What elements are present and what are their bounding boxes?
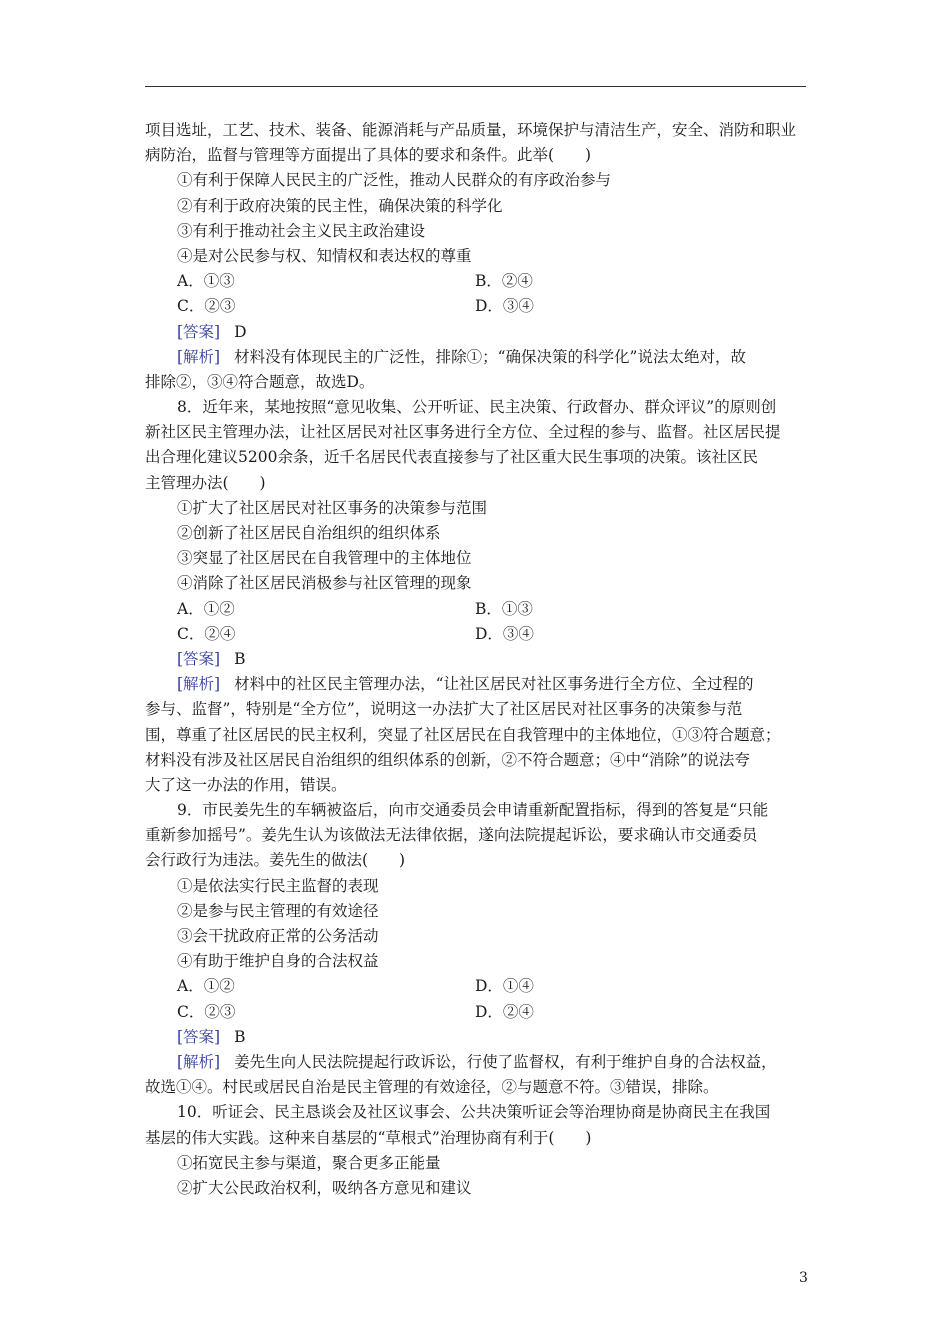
answer-line [145,320,806,345]
analysis-line [145,1050,806,1075]
question-text: 病防治，监督与管理等方面提出了具体的要求和条件。此举( ) [145,146,592,165]
question-text: 项目选址，工艺、技术、装备、能源消耗与产品质量，环境保护与清洁生产，安全、消防和职业 [145,121,797,139]
analysis-tag: [解析] [177,675,221,694]
answer-line [145,1025,806,1050]
option-c: C．②④ [177,624,236,643]
statement-1: ①扩大了社区居民对社区事务的决策参与范围 [177,498,488,517]
header-rule [145,86,806,87]
option-a: A．①② [177,599,235,618]
option-b: B．②④ [475,272,533,291]
answer-value: B [234,1027,246,1046]
analysis-text: 排除②，③④符合题意，故选D。 [145,372,375,391]
analysis-text: 材料没有体现民主的广泛性，排除①；“确保决策的科学化”说法太绝对，故 [234,347,746,366]
statement-4: ④消除了社区居民消极参与社区管理的现象 [177,574,472,593]
option-d: D．①④ [475,977,534,996]
option-a: A．①③ [177,272,235,291]
statement-2: ②是参与民主管理的有效途径 [177,901,379,920]
statement-1: ①是依法实行民主监督的表现 [177,876,379,895]
question-8: 8．近年来，某地按照“意见收集、公开听证、民主决策、行政督办、群众评议”的原则创 [177,398,777,417]
question-9: 9．市民姜先生的车辆被盗后，向市交通委员会申请重新配置指标，得到的答复是“只能 [177,801,769,820]
statement-3: ③突显了社区居民在自我管理中的主体地位 [177,549,472,568]
option-d: D．③④ [475,624,534,643]
options-row [145,622,806,647]
analysis-text: 围，尊重了社区居民的民主权利，突显了社区居民在自我管理中的主体地位，①③符合题意； [145,725,781,744]
option-d: D．②④ [475,1002,534,1021]
options-row [145,269,806,294]
statement-2: ②有利于政府决策的民主性，确保决策的科学化 [177,196,503,215]
question-text: 新社区民主管理办法，让社区居民对社区事务进行全方位、全过程的参与、监督。社区居民提 [145,423,781,442]
options-row [145,294,806,319]
analysis-text: 材料中的社区民主管理办法，“让社区居民对社区事务进行全方位、全过程的 [234,675,754,694]
analysis-line [145,345,806,370]
analysis-line [145,672,806,697]
options-row [145,974,806,999]
option-b: B．①③ [475,599,533,618]
analysis-text: 姜先生向人民法院提起行政诉讼，行使了监督权，有利于维护自身的合法权益， [234,1052,777,1071]
analysis-tag: [解析] [177,347,221,366]
option-c: C．②③ [177,1002,236,1021]
question-text: 基层的伟大实践。这种来自基层的“草根式”治理协商有利于( ) [145,1128,592,1147]
question-text: 重新参加摇号”。姜先生认为该做法无法律依据，遂向法院提起诉讼，要求确认市交通委员 [145,826,758,845]
answer-value: B [234,649,246,668]
statement-3: ③会干扰政府正常的公务活动 [177,927,379,945]
analysis-text: 材料没有涉及社区居民自治组织的组织体系的创新，②不符合题意；④中“消除”的说法夸 [145,750,750,769]
question-text: 出合理化建议5200余条，近千名居民代表直接参与了社区重大民生事项的决策。该社区民 [145,448,758,467]
analysis-text: 故选①④。村民或居民自治是民主管理的有效途径，②与题意不符。③错误，排除。 [145,1078,719,1097]
statement-3: ③有利于推动社会主义民主政治建设 [177,221,426,240]
option-d: D．③④ [475,297,534,316]
statement-4: ④是对公民参与权、知情权和表达权的尊重 [177,246,472,265]
answer-tag: [答案] [177,649,221,668]
page-number: 3 [799,1270,808,1286]
statement-4: ④有助于维护自身的合法权益 [177,952,379,971]
question-text: 主管理办法( ) [145,473,266,492]
options-row [145,597,806,622]
option-c: C．②③ [177,297,236,316]
analysis-tag: [解析] [177,1052,221,1071]
answer-value: D [234,322,247,341]
question-10: 10．听证会、民主恳谈会及社区议事会、公共决策听证会等治理协商是协商民主在我国 [177,1103,771,1122]
answer-tag: [答案] [177,1027,221,1046]
answer-tag: [答案] [177,322,221,341]
question-text: 会行政行为违法。姜先生的做法( ) [145,851,406,870]
statement-1: ①拓宽民主参与渠道，聚合更多正能量 [177,1153,441,1172]
options-row [145,1000,806,1025]
statement-2: ②扩大公民政治权利，吸纳各方意见和建议 [177,1178,472,1197]
analysis-text: 大了这一办法的作用，错误。 [145,775,347,794]
statement-1: ①有利于保障人民民主的广泛性，推动人民群众的有序政治参与 [177,171,612,190]
answer-line [145,647,806,672]
document-body [145,118,806,1201]
analysis-text: 参与、监督”，特别是“全方位”，说明这一办法扩大了社区居民对社区事务的决策参与范 [145,700,743,719]
option-a: A．①② [177,977,235,996]
statement-2: ②创新了社区居民自治组织的组织体系 [177,524,441,542]
